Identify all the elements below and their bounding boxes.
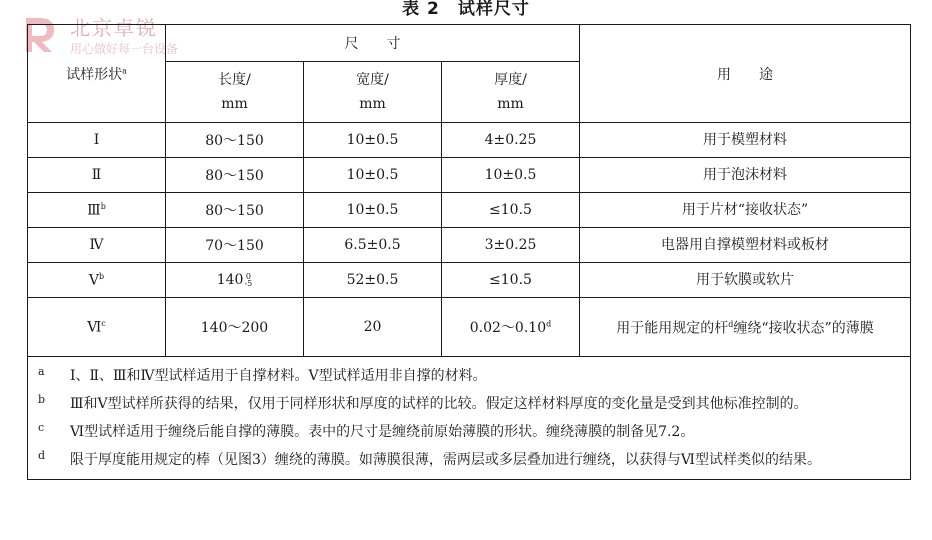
footnote-mark: b bbox=[99, 271, 105, 281]
unit-label: mm bbox=[497, 96, 524, 112]
table-row bbox=[28, 298, 911, 357]
cell-length: 140 0 -5 bbox=[166, 263, 304, 298]
header-dimensions: 尺 寸 bbox=[166, 25, 580, 62]
header-length: 长度/ mm bbox=[166, 62, 304, 123]
table-row bbox=[28, 123, 911, 158]
notes-row bbox=[28, 357, 911, 480]
unit-label: mm bbox=[221, 96, 248, 112]
table-notes bbox=[28, 357, 911, 480]
table-note bbox=[38, 391, 896, 417]
table-caption: 表 2 试样尺寸 bbox=[402, 0, 530, 19]
table-row bbox=[28, 158, 911, 193]
cell-thickness: 3±0.25 bbox=[442, 228, 580, 263]
table-row bbox=[28, 228, 911, 263]
note-mark: d bbox=[38, 449, 46, 462]
specimen-size-table bbox=[27, 24, 911, 480]
tolerance-lower: -5 bbox=[244, 279, 253, 288]
table-row bbox=[28, 193, 911, 228]
watermark-brand: 北京卓锐 bbox=[70, 16, 158, 40]
table-note bbox=[38, 363, 896, 389]
tolerance-upper: 0 bbox=[245, 272, 251, 281]
cell-thickness: 4±0.25 bbox=[442, 123, 580, 158]
length-tolerance bbox=[244, 273, 252, 287]
note-mark: a bbox=[38, 365, 45, 378]
cell-shape: Ⅱ bbox=[28, 158, 166, 193]
note-mark: b bbox=[38, 393, 46, 406]
table-note bbox=[38, 419, 896, 445]
cell-length: 80～150 bbox=[166, 123, 304, 158]
cell-width: 52±0.5 bbox=[304, 263, 442, 298]
cell-shape: Ⅰ bbox=[28, 123, 166, 158]
note-text: Ⅵ型试样适用于缠绕后能自撑的薄膜。表中的尺寸是缠绕前原始薄膜的形状。缠绕薄膜的制备见7.2。 bbox=[70, 424, 695, 440]
cell-width: 6.5±0.5 bbox=[304, 228, 442, 263]
cell-width: 10±0.5 bbox=[304, 158, 442, 193]
cell-length: 140～200 bbox=[166, 298, 304, 357]
footnote-mark: b bbox=[100, 201, 106, 211]
header-use: 用 途 bbox=[580, 25, 911, 123]
table-note bbox=[38, 447, 896, 473]
cell-use: 电器用自撑模塑材料或板材 bbox=[580, 228, 911, 263]
cell-shape: Ⅵ$^c$ bbox=[28, 298, 166, 357]
header-width: 宽度/ mm bbox=[304, 62, 442, 123]
header-shape: 试样形状$^a$ bbox=[28, 25, 166, 123]
note-text: Ⅲ和Ⅴ型试样所获得的结果，仅用于同样形状和厚度的试样的比较。假定这样材料厚度的变化量是受到其他标准控制的。 bbox=[70, 396, 808, 412]
cell-use: 用于泡沫材料 bbox=[580, 158, 911, 193]
cell-shape: Ⅲ$^b$ bbox=[28, 193, 166, 228]
footnote-mark: a bbox=[122, 65, 127, 75]
footnote-mark: c bbox=[101, 318, 106, 328]
cell-shape: Ⅳ bbox=[28, 228, 166, 263]
unit-label: mm bbox=[359, 96, 386, 112]
cell-thickness: 10±0.5 bbox=[442, 158, 580, 193]
cell-thickness: 0.02～0.10$^d$ bbox=[442, 298, 580, 357]
table-row bbox=[28, 263, 911, 298]
cell-length: 70～150 bbox=[166, 228, 304, 263]
cell-width: 10±0.5 bbox=[304, 193, 442, 228]
cell-width: 20 bbox=[304, 298, 442, 357]
note-mark: c bbox=[38, 421, 45, 434]
footnote-mark: d bbox=[546, 319, 552, 329]
header-thickness: 厚度/ mm bbox=[442, 62, 580, 123]
cell-length: 80～150 bbox=[166, 158, 304, 193]
cell-thickness: ≤10.5 bbox=[442, 193, 580, 228]
cell-use: 用于片材“接收状态” bbox=[580, 193, 911, 228]
note-text: 限于厚度能用规定的棒（见图3）缠绕的薄膜。如薄膜很薄，需两层或多层叠加进行缠绕，以获得与Ⅵ型试样类似的结果。 bbox=[70, 452, 821, 468]
cell-use: 用于能用规定的杆$^d$缠绕“接收状态”的薄膜 bbox=[580, 298, 911, 357]
cell-shape: Ⅴ$^b$ bbox=[28, 263, 166, 298]
cell-use: 用于模塑材料 bbox=[580, 123, 911, 158]
cell-use: 用于软膜或软片 bbox=[580, 263, 911, 298]
note-text: Ⅰ、Ⅱ、Ⅲ和Ⅳ型试样适用于自撑材料。Ⅴ型试样适用非自撑的材料。 bbox=[70, 368, 487, 384]
cell-length: 80～150 bbox=[166, 193, 304, 228]
cell-thickness: ≤10.5 bbox=[442, 263, 580, 298]
footnote-mark: d bbox=[728, 320, 734, 330]
watermark-slogan: 用心做好每一台设备 bbox=[70, 42, 179, 56]
cell-width: 10±0.5 bbox=[304, 123, 442, 158]
